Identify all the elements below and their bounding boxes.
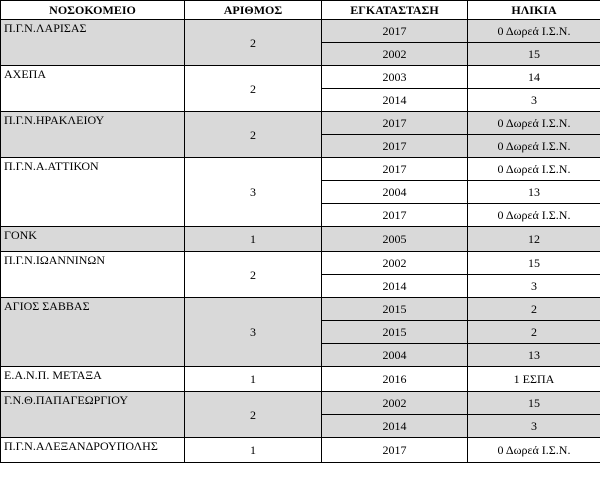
table-row [1,20,600,43]
table-row [1,112,600,135]
unit-count-cell: 1 [185,367,322,392]
hospital-name-cell: Π.Γ.Ν.ΗΡΑΚΛΕΙΟΥ [1,112,185,158]
installation-year-cell: 2016 [322,367,468,392]
installation-year-cell: 2015 [322,298,468,321]
header-count: ΑΡΙΘΜΟΣ [185,1,322,20]
table-row [1,438,600,463]
unit-count-cell: 3 [185,298,322,367]
age-cell: 0 Δωρεά Ι.Σ.Ν. [468,438,600,463]
unit-count-cell: 1 [185,227,322,252]
age-cell: 0 Δωρεά Ι.Σ.Ν. [468,158,600,181]
age-cell: 3 [468,275,600,298]
age-cell: 15 [468,392,600,415]
header-row [1,1,600,20]
table-row [1,252,600,275]
table-row [1,227,600,252]
age-cell: 13 [468,181,600,204]
unit-count-cell: 2 [185,20,322,66]
hospital-name-cell: ΑΓΙΟΣ ΣΑΒΒΑΣ [1,298,185,367]
table-row [1,298,600,321]
age-cell: 3 [468,415,600,438]
age-cell: 13 [468,344,600,367]
installation-year-cell: 2014 [322,89,468,112]
unit-count-cell: 2 [185,66,322,112]
age-cell: 0 Δωρεά Ι.Σ.Ν. [468,112,600,135]
header-hospital: ΝΟΣΟΚΟΜΕΙΟ [1,1,185,20]
hospital-name-cell: Γ.Ν.Θ.ΠΑΠΑΓΕΩΡΓΙΟΥ [1,392,185,438]
table-row [1,392,600,415]
hospital-name-cell: ΓΟΝΚ [1,227,185,252]
installation-year-cell: 2017 [322,158,468,181]
age-cell: 0 Δωρεά Ι.Σ.Ν. [468,20,600,43]
hospital-name-cell: ΑΧΕΠΑ [1,66,185,112]
age-cell: 14 [468,66,600,89]
age-cell: 15 [468,43,600,66]
hospital-name-cell: Π.Γ.Ν.Α.ΑΤΤΙΚΟΝ [1,158,185,227]
installation-year-cell: 2003 [322,66,468,89]
age-cell: 2 [468,298,600,321]
age-cell: 0 Δωρεά Ι.Σ.Ν. [468,135,600,158]
unit-count-cell: 2 [185,252,322,298]
age-cell: 0 Δωρεά Ι.Σ.Ν. [468,204,600,227]
installation-year-cell: 2017 [322,20,468,43]
installation-year-cell: 2004 [322,344,468,367]
header-age: ΗΛΙΚΙΑ [468,1,600,20]
age-cell: 1 ΕΣΠΑ [468,367,600,392]
installation-year-cell: 2005 [322,227,468,252]
installation-year-cell: 2002 [322,43,468,66]
table-row [1,66,600,89]
age-cell: 3 [468,89,600,112]
installation-year-cell: 2004 [322,181,468,204]
hospital-name-cell: Π.Γ.Ν.ΛΑΡΙΣΑΣ [1,20,185,66]
age-cell: 12 [468,227,600,252]
installation-year-cell: 2017 [322,204,468,227]
unit-count-cell: 3 [185,158,322,227]
installation-year-cell: 2002 [322,392,468,415]
unit-count-cell: 1 [185,438,322,463]
installation-year-cell: 2014 [322,275,468,298]
header-installation: ΕΓΚΑΤΑΣΤΑΣΗ [322,1,468,20]
installation-year-cell: 2017 [322,438,468,463]
installation-year-cell: 2015 [322,321,468,344]
installation-year-cell: 2017 [322,112,468,135]
unit-count-cell: 2 [185,392,322,438]
table-row [1,367,600,392]
table-body [1,20,600,463]
hospital-name-cell: Π.Γ.Ν.ΑΛΕΞΑΝΔΡΟΥΠΟΛΗΣ [1,438,185,463]
unit-count-cell: 2 [185,112,322,158]
hospital-name-cell: Π.Γ.Ν.ΙΩΑΝΝΙΝΩΝ [1,252,185,298]
hospital-name-cell: Ε.Α.Ν.Π. ΜΕΤΑΞΑ [1,367,185,392]
installation-year-cell: 2014 [322,415,468,438]
table-row [1,158,600,181]
age-cell: 2 [468,321,600,344]
age-cell: 15 [468,252,600,275]
installation-year-cell: 2017 [322,135,468,158]
installation-year-cell: 2002 [322,252,468,275]
